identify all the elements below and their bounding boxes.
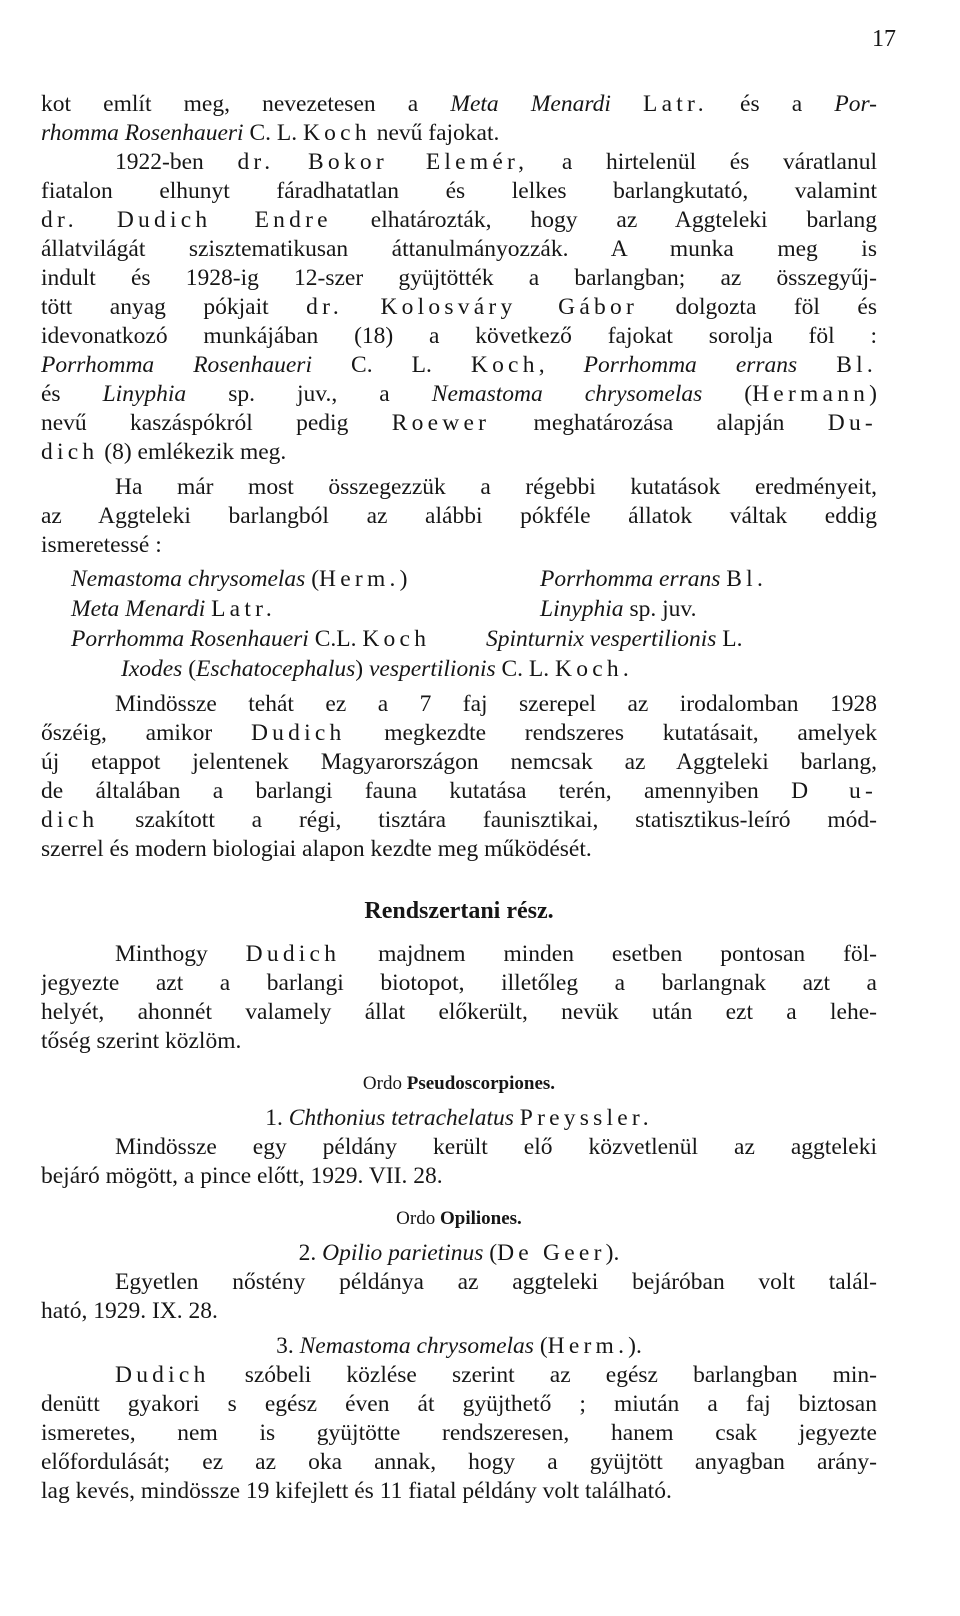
species-list-item: Porrhomma Rosenhaueri C.L. Koch: [71, 626, 431, 652]
text-line: és Linyphia sp. juv., a Nemastoma chrysomelas (Hermann): [41, 381, 877, 407]
section-heading: Rendszertani rész.: [364, 898, 554, 924]
paragraph-summary: [41, 473, 877, 560]
page-body: [41, 90, 877, 1506]
text-line: Ha már most összegezzük a régebbi kutatások eredményeit,: [115, 474, 877, 500]
text-line: dich szakított a régi, tisztára faunisztikai, statisztikus-leíró mód-: [41, 807, 877, 833]
text-line: Minthogy Dudich majdnem minden esetben pontosan föl-: [115, 941, 877, 967]
text-line: nevű kaszáspókról pedig Roewer meghatározása alapján Du-: [41, 410, 877, 436]
text-line: de általában a barlangi fauna kutatása terén, amennyiben D u-: [41, 778, 877, 804]
text-line: denütt gyakori s egész éven át gyüjthető ; miután a faj biztosan: [41, 1391, 877, 1417]
text-line: ható, 1929. IX. 28.: [41, 1298, 218, 1324]
species-heading: 2. Opilio parietinus (De Geer).: [298, 1240, 620, 1266]
species-note: [41, 1268, 877, 1326]
text-line: ismeretes, nem is gyüjtötte rendszeresen, hanem csak jegyezte: [41, 1420, 877, 1446]
text-line: szerrel és modern biologiai alapon kezdte meg működését.: [41, 836, 592, 862]
page-number: 17: [872, 26, 896, 52]
text-line: dich (8) emlékezik meg.: [41, 439, 287, 465]
species-heading: 1. Chthonius tetrachelatus Preyssler.: [265, 1105, 653, 1131]
text-line: idevonatkozó munkájában (18) a következő fajokat sorolja föl :: [41, 323, 877, 349]
text-line: tőség szerint közlöm.: [41, 1028, 242, 1054]
text-line: jegyezte azt a barlangi biotopot, illetőleg a barlangnak azt a: [41, 970, 877, 996]
text-line: rhomma Rosenhaueri C. L. Koch nevű fajokat.: [41, 120, 500, 146]
paragraph-method: [41, 940, 877, 1056]
text-line: Mindössze egy példány került elő közvetlenül az aggteleki: [115, 1134, 877, 1160]
text-line: őszéig, amikor Dudich megkezdte rendszeres kutatásait, amelyek: [41, 720, 877, 746]
text-line: Porrhomma Rosenhaueri C. L. Koch, Porrhomma errans Bl.: [41, 352, 877, 378]
ordo-heading: Ordo Pseudoscorpiones.: [362, 1073, 556, 1094]
text-line: lag kevés, mindössze 19 kifejlett és 11 fiatal példány volt található.: [41, 1478, 672, 1504]
species-note: [41, 1361, 877, 1506]
species-list-item: Spinturnix vespertilionis L.: [486, 626, 743, 652]
species-note: [41, 1133, 877, 1191]
text-line: indult és 1928-ig 12-szer gyüjtötték a barlangban; az összegyűj-: [41, 265, 877, 291]
text-line: ismeretessé :: [41, 532, 162, 558]
text-line: Dudich szóbeli közlése szerint az egész barlangban min-: [115, 1362, 877, 1388]
text-line: 1922-ben dr. Bokor Elemér, a hirtelenül és váratlanul: [115, 149, 877, 175]
paragraph-intro: [41, 90, 877, 467]
text-line: helyét, ahonnét valamely állat előkerült, nevük után ezt a lehe-: [41, 999, 877, 1025]
species-list-item: Porrhomma errans Bl.: [540, 566, 768, 592]
text-line: előfordulását; ez az oka annak, hogy a gyüjtött anyagban arány-: [41, 1449, 877, 1475]
paragraph-history: [41, 690, 877, 864]
text-line: tött anyag pókjait dr. Kolosváry Gábor dolgozta föl és: [41, 294, 877, 320]
text-line: Mindössze tehát ez a 7 faj szerepel az irodalomban 1928: [115, 691, 877, 717]
text-line: kot említ meg, nevezetesen a Meta Menardi Latr. és a Por-: [41, 91, 877, 117]
text-line: bejáró mögött, a pince előtt, 1929. VII. 28.: [41, 1163, 443, 1189]
text-line: új etappot jelentenek Magyarországon nemcsak az Aggteleki barlang,: [41, 749, 877, 775]
text-line: állatvilágát szisztematikusan áttanulmányozzák. A munka meg is: [41, 236, 877, 262]
species-list-item: Nemastoma chrysomelas (Herm.): [71, 566, 408, 592]
species-list-item: Linyphia sp. juv.: [540, 596, 697, 622]
text-line: fiatalon elhunyt fáradhatatlan és lelkes barlangkutató, valamint: [41, 178, 877, 204]
text-line: Egyetlen nőstény példánya az aggteleki bejáróban volt talál-: [115, 1269, 877, 1295]
text-line: dr. Dudich Endre elhatározták, hogy az Aggteleki barlang: [41, 207, 877, 233]
species-list-item: Meta Menardi Latr.: [71, 596, 276, 622]
ordo-heading: Ordo Opiliones.: [396, 1208, 522, 1229]
species-list: [41, 564, 877, 684]
species-heading: 3. Nemastoma chrysomelas (Herm.).: [276, 1333, 642, 1359]
species-list-item: Ixodes (Eschatocephalus) vespertilionis C. L. Koch.: [121, 656, 633, 682]
text-line: az Aggteleki barlangból az alábbi pókféle állatok váltak eddig: [41, 503, 877, 529]
